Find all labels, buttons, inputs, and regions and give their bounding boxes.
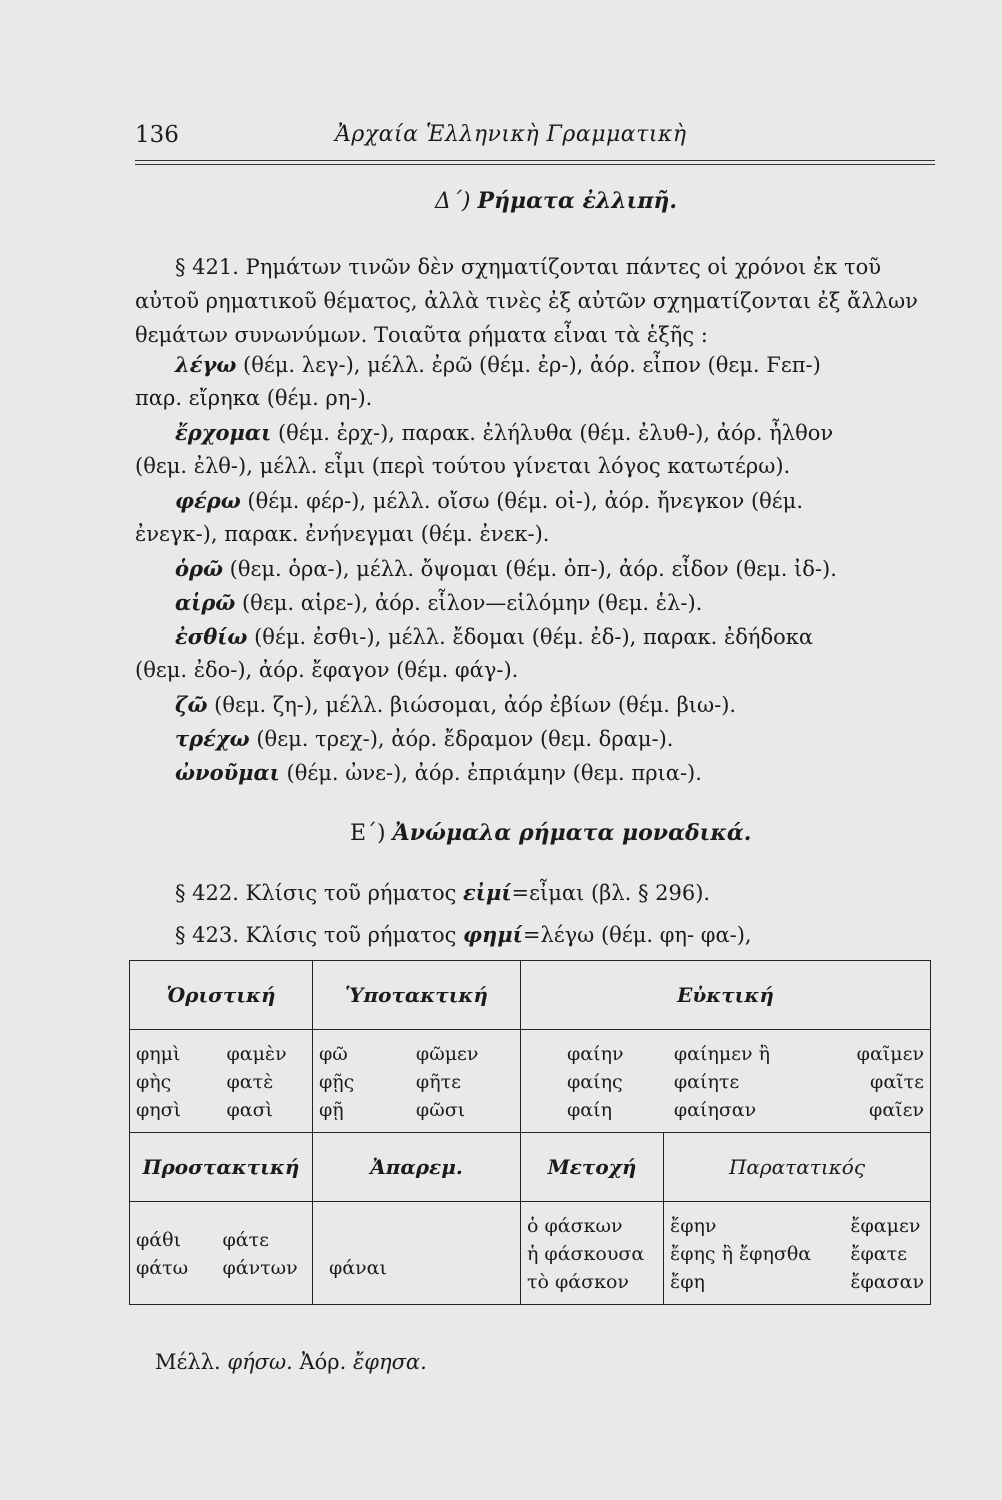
verb-entry bbox=[135, 760, 975, 785]
form: ἔφαμεν bbox=[850, 1215, 921, 1237]
verb-headword: λέγω bbox=[175, 352, 237, 377]
form: φημὶ bbox=[136, 1043, 181, 1065]
section-d-title bbox=[435, 188, 677, 214]
verb-headword: φημί bbox=[463, 922, 523, 947]
paragraph-421 bbox=[135, 250, 935, 352]
form: φάτω bbox=[136, 1257, 189, 1279]
verb-forms: (θέμ. ἐσθι-), μέλλ. ἔδομαι (θέμ. ἐδ-), παρακ. ἐδήδοκα bbox=[254, 625, 814, 649]
header-prostaktiki: Προστακτική bbox=[130, 1133, 313, 1202]
header-ypotaktiki: Ὑποτακτική bbox=[313, 961, 521, 1030]
verb-entry bbox=[135, 590, 975, 615]
page bbox=[135, 0, 935, 1500]
verb-entry-continued: παρ. εἴρηκα (θέμ. ρη-). bbox=[135, 386, 373, 410]
paragraph-text: =λέγω (θέμ. φη- φα-), bbox=[522, 923, 752, 947]
form: φάντων bbox=[222, 1257, 298, 1279]
section-e-title-text: Ἀνώμαλα ρήματα μοναδικά. bbox=[392, 820, 752, 846]
verb-headword: αἱρῶ bbox=[175, 590, 236, 615]
verb-entry bbox=[135, 624, 975, 649]
form: φατὲ bbox=[226, 1071, 274, 1093]
verb-forms: (θεμ. ζη-), μέλλ. βιώσομαι, ἀόρ ἐβίων (θέμ. βιω-). bbox=[214, 693, 737, 717]
page-header bbox=[135, 122, 935, 162]
verb-forms: (θέμ. ἐρχ-), παρακ. ἐλήλυθα (θέμ. ἐλυθ-), ἀόρ. ἦλθον bbox=[277, 421, 834, 445]
table-row bbox=[130, 1030, 931, 1133]
form: φαῖεν bbox=[869, 1099, 924, 1121]
cell-aparemfato bbox=[313, 1202, 521, 1305]
paragraph-text: Ρημάτων τινῶν δὲν σχηματίζονται πάντες οἱ χρόνοι ἐκ τοῦ αὐτοῦ ρηματικοῦ θέματος, ἀλλὰ τινὲς ἐξ αὐτῶν σχηματίζονται ἐξ ἄλλων θεμάτων συνωνύμων. Τοιαῦτα ρήματα εἶναι τὰ ἑξῆς : bbox=[135, 255, 918, 347]
section-mark: § 421. bbox=[175, 255, 239, 279]
footer-form: φήσω. bbox=[227, 1350, 293, 1374]
footer-form: ἔφησα. bbox=[353, 1350, 427, 1374]
form: ἔφην bbox=[670, 1215, 717, 1237]
header-metochi: Μετοχή bbox=[521, 1133, 664, 1202]
verb-entry-continued: (θεμ. ἐλθ-), μέλλ. εἶμι (περὶ τούτου γίνεται λόγος κατωτέρω). bbox=[135, 454, 791, 478]
section-mark: § 423. bbox=[175, 923, 239, 947]
form: φαίην bbox=[567, 1043, 624, 1065]
verb-forms: (θεμ. ὁρα-), μέλλ. ὄψομαι (θέμ. ὀπ-), ἀόρ. εἶδον (θεμ. ἰδ-). bbox=[229, 557, 837, 581]
verb-headword: τρέχω bbox=[175, 726, 250, 751]
header-euktiki: Εὐκτική bbox=[521, 961, 931, 1030]
form: φῶσι bbox=[415, 1099, 466, 1121]
cell-paratatikos bbox=[664, 1202, 931, 1305]
form: φῶμεν bbox=[415, 1043, 479, 1065]
paragraph-text: Κλίσις τοῦ ρήματος bbox=[245, 881, 457, 905]
verb-entry bbox=[135, 556, 975, 581]
verb-headword: ζῶ bbox=[175, 692, 208, 717]
form: φῇ bbox=[319, 1099, 344, 1121]
section-d-title-text: Ρήματα ἐλλιπῆ. bbox=[477, 188, 678, 214]
form: φαίησαν bbox=[673, 1099, 757, 1121]
form: φάθι bbox=[136, 1229, 182, 1251]
page-number: 136 bbox=[135, 122, 179, 148]
form: φάναι bbox=[329, 1257, 387, 1279]
form: φησὶ bbox=[136, 1099, 182, 1121]
form: φὴς bbox=[136, 1071, 172, 1093]
verb-headword: φέρω bbox=[175, 488, 241, 513]
section-e-prefix: Ε΄) bbox=[350, 821, 386, 846]
form: ἔφατε bbox=[850, 1243, 907, 1265]
form: ἔφη bbox=[670, 1271, 705, 1293]
cell-prostaktiki bbox=[130, 1202, 313, 1305]
header-rule bbox=[135, 160, 935, 161]
section-e-title bbox=[350, 820, 751, 846]
header-oristiki: Ὁριστική bbox=[130, 961, 313, 1030]
verb-entry bbox=[135, 692, 975, 717]
form: ἔφης ἢ ἔφησθα bbox=[670, 1243, 812, 1265]
verb-forms: (θέμ. ὠνε-), ἀόρ. ἐπριάμην (θεμ. πρια-). bbox=[286, 761, 702, 785]
verb-forms: (θεμ. αἱρε-), ἀόρ. εἷλον—εἱλόμην (θεμ. ἑλ-). bbox=[241, 591, 703, 615]
running-title: Ἀρχαία Ἑλληνικὴ Γραμματικὴ bbox=[335, 122, 687, 147]
header-rule bbox=[135, 164, 935, 165]
verb-headword: ὠνοῦμαι bbox=[175, 760, 280, 785]
form: φασὶ bbox=[226, 1099, 273, 1121]
verb-headword: εἰμί bbox=[463, 880, 512, 905]
header-paratatikos: Παρατατικός bbox=[664, 1133, 931, 1202]
section-mark: § 422. bbox=[175, 881, 239, 905]
table-row bbox=[130, 1202, 931, 1305]
form: φαμὲν bbox=[226, 1043, 287, 1065]
paragraph-423 bbox=[135, 922, 975, 947]
cell-oristiki bbox=[130, 1030, 313, 1133]
form: φαῖμεν bbox=[856, 1043, 924, 1065]
verb-forms: (θεμ. τρεχ-), ἀόρ. ἔδραμον (θεμ. δραμ-). bbox=[256, 727, 674, 751]
cell-metochi bbox=[521, 1202, 664, 1305]
verb-headword: ἔρχομαι bbox=[175, 420, 272, 445]
form: ὁ φάσκων bbox=[527, 1215, 623, 1237]
verb-entry bbox=[135, 488, 975, 513]
cell-ypotaktiki bbox=[313, 1030, 521, 1133]
cell-euktiki bbox=[521, 1030, 931, 1133]
paragraph-text: Κλίσις τοῦ ρήματος bbox=[245, 923, 457, 947]
verb-forms: (θέμ. φέρ-), μέλλ. οἴσω (θέμ. οἰ-), ἀόρ. ἤνεγκον (θέμ. bbox=[247, 489, 803, 513]
form: φῶ bbox=[319, 1043, 348, 1065]
table-header-row bbox=[130, 961, 931, 1030]
verb-entry bbox=[135, 726, 975, 751]
verb-entry bbox=[135, 352, 975, 377]
paragraph-text: =εἶμαι (βλ. § 296). bbox=[511, 881, 711, 905]
verb-entry-continued: (θεμ. ἐδο-), ἀόρ. ἔφαγον (θέμ. φάγ-). bbox=[135, 658, 519, 682]
form: τὸ φάσκον bbox=[527, 1271, 629, 1293]
form: ἔφασαν bbox=[850, 1271, 924, 1293]
form: φάτε bbox=[222, 1229, 269, 1251]
verb-forms: (θέμ. λεγ-), μέλλ. ἐρῶ (θέμ. ἐρ-), ἀόρ. εἶπον (θεμ. Ϝεπ-) bbox=[243, 353, 821, 377]
form: φαίης bbox=[567, 1071, 623, 1093]
form: φαίητε bbox=[673, 1071, 740, 1093]
verb-entry bbox=[135, 420, 975, 445]
table-header-row bbox=[130, 1133, 931, 1202]
section-d-prefix: Δ΄) bbox=[435, 189, 471, 214]
paragraph-422 bbox=[135, 880, 975, 905]
verb-headword: ἐσθίω bbox=[175, 624, 248, 649]
verb-headword: ὁρῶ bbox=[175, 556, 223, 581]
form: φῇς bbox=[319, 1071, 355, 1093]
footer-note bbox=[155, 1350, 427, 1374]
form: ἡ φάσκουσα bbox=[527, 1243, 645, 1265]
form: φαίημεν ἢ bbox=[673, 1043, 770, 1065]
verb-entry-continued: ἐνεγκ-), παρακ. ἐνήνεγμαι (θέμ. ἐνεκ-). bbox=[135, 522, 550, 546]
footer-label: Ἀόρ. bbox=[299, 1350, 347, 1374]
form: φῆτε bbox=[415, 1071, 461, 1093]
form: φαῖτε bbox=[870, 1071, 924, 1093]
footer-label: Μέλλ. bbox=[155, 1350, 221, 1374]
conjugation-table bbox=[129, 960, 931, 1305]
form: φαίη bbox=[567, 1099, 612, 1121]
header-aparemfato: Ἀπαρεμ. bbox=[313, 1133, 521, 1202]
